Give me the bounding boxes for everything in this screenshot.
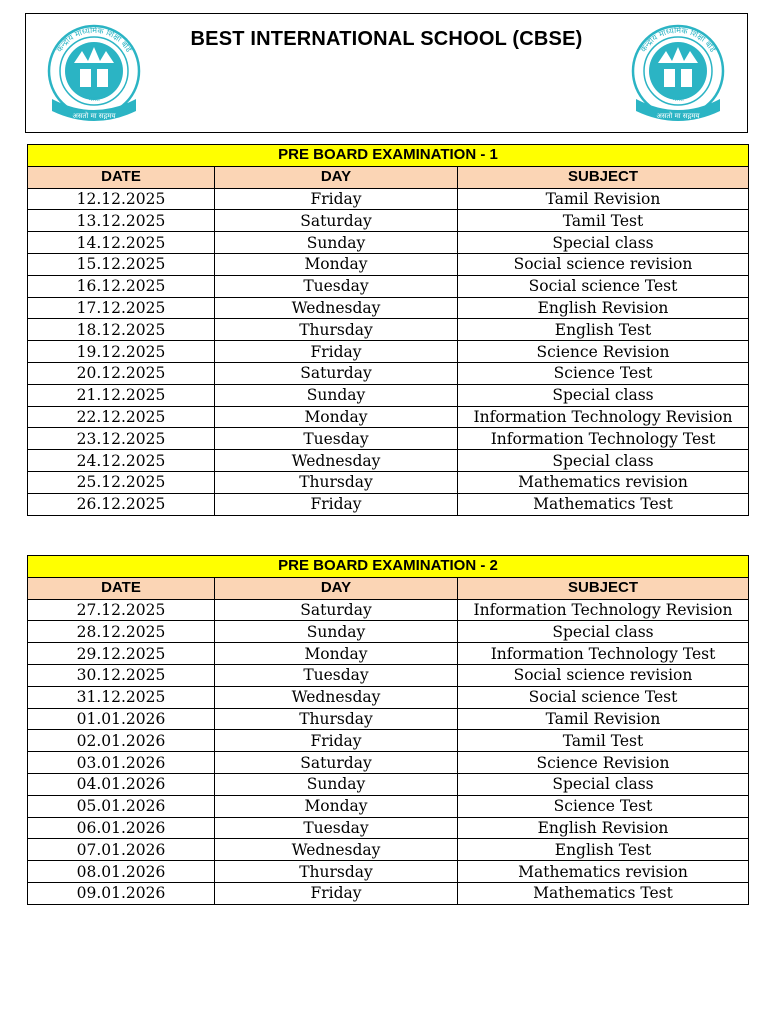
cell-subject: Tamil Revision	[458, 188, 749, 210]
column-header-date: DATE	[28, 577, 215, 599]
cell-subject: Tamil Test	[458, 210, 749, 232]
cell-subject: Mathematics revision	[458, 471, 749, 493]
cell-date: 03.01.2026	[28, 752, 215, 774]
cell-day: Thursday	[215, 471, 458, 493]
cell-subject: English Revision	[458, 817, 749, 839]
cell-date: 24.12.2025	[28, 450, 215, 472]
exam-schedule-table-2	[27, 555, 749, 905]
cell-day: Sunday	[215, 384, 458, 406]
cell-subject: English Revision	[458, 297, 749, 319]
cell-date: 28.12.2025	[28, 621, 215, 643]
cell-date: 22.12.2025	[28, 406, 215, 428]
cell-subject: Science Revision	[458, 341, 749, 363]
cell-day: Friday	[215, 341, 458, 363]
cell-subject: Science Revision	[458, 752, 749, 774]
cell-day: Wednesday	[215, 839, 458, 861]
table-row	[28, 471, 749, 493]
cell-date: 16.12.2025	[28, 275, 215, 297]
svg-text:भारत: भारत	[672, 96, 684, 103]
cell-subject: Social science Test	[458, 275, 749, 297]
cell-date: 29.12.2025	[28, 643, 215, 665]
cell-date: 09.01.2026	[28, 882, 215, 904]
table-row	[28, 406, 749, 428]
cell-date: 19.12.2025	[28, 341, 215, 363]
column-header-subject: SUBJECT	[458, 577, 749, 599]
cell-subject: Social science revision	[458, 664, 749, 686]
cell-date: 23.12.2025	[28, 428, 215, 450]
cell-day: Wednesday	[215, 297, 458, 319]
table-row	[28, 708, 749, 730]
cell-date: 31.12.2025	[28, 686, 215, 708]
table-row	[28, 253, 749, 275]
table-row	[28, 450, 749, 472]
cell-date: 05.01.2026	[28, 795, 215, 817]
table-row	[28, 384, 749, 406]
cell-day: Monday	[215, 253, 458, 275]
cell-subject: Information Technology Test	[458, 428, 749, 450]
cell-subject: Science Test	[458, 362, 749, 384]
cell-date: 14.12.2025	[28, 232, 215, 254]
column-header-day: DAY	[215, 166, 458, 188]
table-row	[28, 643, 749, 665]
cell-subject: Mathematics Test	[458, 882, 749, 904]
table-row	[28, 188, 749, 210]
cell-day: Sunday	[215, 232, 458, 254]
cell-subject: Information Technology Test	[458, 643, 749, 665]
table-row	[28, 795, 749, 817]
cbse-logo-icon	[628, 21, 728, 129]
cell-day: Monday	[215, 406, 458, 428]
cell-date: 18.12.2025	[28, 319, 215, 341]
column-header-date: DATE	[28, 166, 215, 188]
svg-text:केन्द्रीय माध्यमिक शिक्षा बोर्: केन्द्रीय माध्यमिक शिक्षा बोर्ड	[638, 25, 718, 54]
cell-subject: Mathematics Test	[458, 493, 749, 515]
cell-day: Saturday	[215, 210, 458, 232]
exam-schedule-table-1	[27, 144, 749, 516]
cell-date: 27.12.2025	[28, 599, 215, 621]
table-row	[28, 319, 749, 341]
cell-day: Wednesday	[215, 450, 458, 472]
cell-date: 07.01.2026	[28, 839, 215, 861]
cell-day: Thursday	[215, 708, 458, 730]
cell-subject: Mathematics revision	[458, 861, 749, 883]
table-row	[28, 362, 749, 384]
table-row	[28, 210, 749, 232]
cell-subject: Tamil Revision	[458, 708, 749, 730]
table-row	[28, 730, 749, 752]
cell-day: Friday	[215, 188, 458, 210]
table-row	[28, 839, 749, 861]
table-row	[28, 275, 749, 297]
cell-day: Friday	[215, 730, 458, 752]
table-row	[28, 664, 749, 686]
exam-title: PRE BOARD EXAMINATION - 2	[28, 556, 749, 578]
table-row	[28, 297, 749, 319]
table-row	[28, 232, 749, 254]
cell-date: 01.01.2026	[28, 708, 215, 730]
school-header	[25, 13, 748, 133]
cell-day: Monday	[215, 643, 458, 665]
cell-day: Friday	[215, 493, 458, 515]
cell-subject: Special class	[458, 621, 749, 643]
cell-subject: English Test	[458, 319, 749, 341]
cell-date: 06.01.2026	[28, 817, 215, 839]
cell-date: 26.12.2025	[28, 493, 215, 515]
cell-subject: Special class	[458, 773, 749, 795]
cell-date: 20.12.2025	[28, 362, 215, 384]
cell-day: Sunday	[215, 621, 458, 643]
svg-text:असतो मा सद्गमय: असतो मा सद्गमय	[656, 112, 700, 120]
cell-date: 12.12.2025	[28, 188, 215, 210]
table-row	[28, 817, 749, 839]
table-row	[28, 341, 749, 363]
school-name: BEST INTERNATIONAL SCHOOL (CBSE)	[190, 28, 583, 50]
cell-subject: Tamil Test	[458, 730, 749, 752]
cell-subject: Special class	[458, 450, 749, 472]
cell-subject: Social science Test	[458, 686, 749, 708]
table-row	[28, 752, 749, 774]
table-row	[28, 686, 749, 708]
table-row	[28, 773, 749, 795]
cell-date: 25.12.2025	[28, 471, 215, 493]
cell-day: Monday	[215, 795, 458, 817]
cell-day: Saturday	[215, 752, 458, 774]
cell-subject: Social science revision	[458, 253, 749, 275]
cell-date: 08.01.2026	[28, 861, 215, 883]
table-row	[28, 882, 749, 904]
cell-date: 30.12.2025	[28, 664, 215, 686]
cell-day: Tuesday	[215, 275, 458, 297]
cell-day: Wednesday	[215, 686, 458, 708]
table-row	[28, 861, 749, 883]
cell-day: Saturday	[215, 599, 458, 621]
exam-title: PRE BOARD EXAMINATION - 1	[28, 145, 749, 167]
cell-date: 21.12.2025	[28, 384, 215, 406]
cell-subject: Information Technology Revision	[458, 406, 749, 428]
cell-day: Thursday	[215, 319, 458, 341]
column-header-day: DAY	[215, 577, 458, 599]
cell-date: 13.12.2025	[28, 210, 215, 232]
cell-subject: Science Test	[458, 795, 749, 817]
column-header-subject: SUBJECT	[458, 166, 749, 188]
table-row	[28, 599, 749, 621]
cell-date: 15.12.2025	[28, 253, 215, 275]
cell-day: Tuesday	[215, 428, 458, 450]
cell-day: Sunday	[215, 773, 458, 795]
cell-date: 17.12.2025	[28, 297, 215, 319]
cell-day: Saturday	[215, 362, 458, 384]
svg-text:केन्द्रीय माध्यमिक शिक्षा बोर्: केन्द्रीय माध्यमिक शिक्षा बोर्ड	[54, 25, 134, 54]
cell-day: Tuesday	[215, 817, 458, 839]
cell-day: Tuesday	[215, 664, 458, 686]
svg-text:असतो मा सद्गमय: असतो मा सद्गमय	[72, 112, 116, 120]
cell-date: 04.01.2026	[28, 773, 215, 795]
table-row	[28, 493, 749, 515]
table-row	[28, 428, 749, 450]
cell-subject: English Test	[458, 839, 749, 861]
cell-subject: Special class	[458, 384, 749, 406]
cell-subject: Information Technology Revision	[458, 599, 749, 621]
cell-day: Thursday	[215, 861, 458, 883]
cell-subject: Special class	[458, 232, 749, 254]
table-row	[28, 621, 749, 643]
cell-day: Friday	[215, 882, 458, 904]
cell-date: 02.01.2026	[28, 730, 215, 752]
svg-text:भारत: भारत	[88, 96, 100, 103]
